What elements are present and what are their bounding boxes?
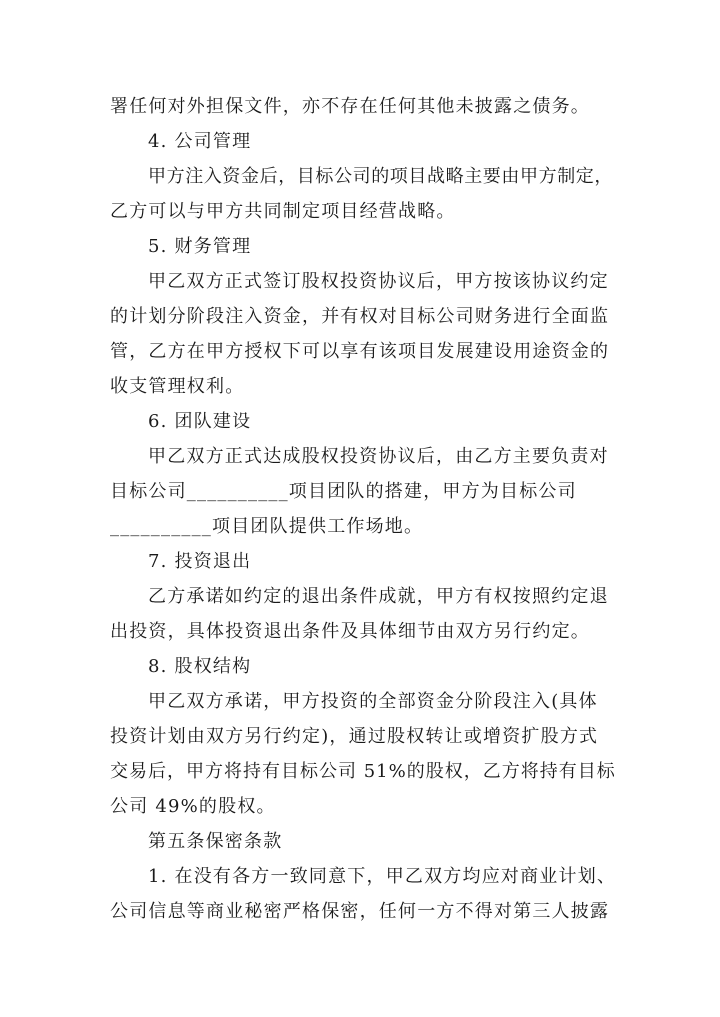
paragraph-line: 投资计划由双方另行约定)，通过股权转让或增资扩股方式 bbox=[110, 726, 599, 747]
paragraph-line: 1. 在没有各方一致同意下，甲乙双方均应对商业计划、 bbox=[148, 866, 617, 887]
paragraph-line: 甲乙双方正式达成股权投资协议后，由乙方主要负责对 bbox=[148, 446, 609, 467]
paragraph-line: 出投资，具体投资退出条件及具体细节由双方另行约定。 bbox=[110, 621, 590, 642]
paragraph-line: 的计划分阶段注入资金，并有权对目标公司财务进行全面监 bbox=[110, 306, 610, 327]
section-heading: 7. 投资退出 bbox=[148, 551, 252, 572]
paragraph-line: 管，乙方在甲方授权下可以享有该项目发展建设用途资金的 bbox=[110, 341, 610, 362]
paragraph-line: 公司信息等商业秘密严格保密，任何一方不得对第三人披露 bbox=[110, 901, 610, 922]
paragraph-line: 甲乙双方承诺，甲方投资的全部资金分阶段注入(具体 bbox=[148, 691, 598, 712]
paragraph-line: __________项目团队提供工作场地。 bbox=[110, 516, 424, 537]
paragraph-line: 目标公司__________项目团队的搭建，甲方为目标公司 bbox=[110, 481, 577, 502]
section-heading: 4. 公司管理 bbox=[148, 131, 252, 152]
paragraph-line: 收支管理权利。 bbox=[110, 376, 245, 397]
paragraph-line: 公司 49%的股权。 bbox=[110, 796, 276, 817]
section-heading: 8. 股权结构 bbox=[148, 656, 252, 677]
article-heading: 第五条保密条款 bbox=[148, 831, 283, 852]
section-heading: 6. 团队建设 bbox=[148, 411, 252, 432]
paragraph-line: 署任何对外担保文件，亦不存在任何其他未披露之债务。 bbox=[110, 96, 590, 117]
paragraph-line: 甲乙双方正式签订股权投资协议后，甲方按该协议约定 bbox=[148, 271, 609, 292]
paragraph-line: 乙方承诺如约定的退出条件成就，甲方有权按照约定退 bbox=[148, 586, 609, 607]
paragraph-line: 乙方可以与甲方共同制定项目经营战略。 bbox=[110, 201, 456, 222]
paragraph-line: 甲方注入资金后，目标公司的项目战略主要由甲方制定， bbox=[148, 166, 613, 187]
paragraph-line: 交易后，甲方将持有目标公司 51%的股权，乙方将持有目标 bbox=[110, 761, 616, 782]
section-heading: 5. 财务管理 bbox=[148, 236, 252, 257]
